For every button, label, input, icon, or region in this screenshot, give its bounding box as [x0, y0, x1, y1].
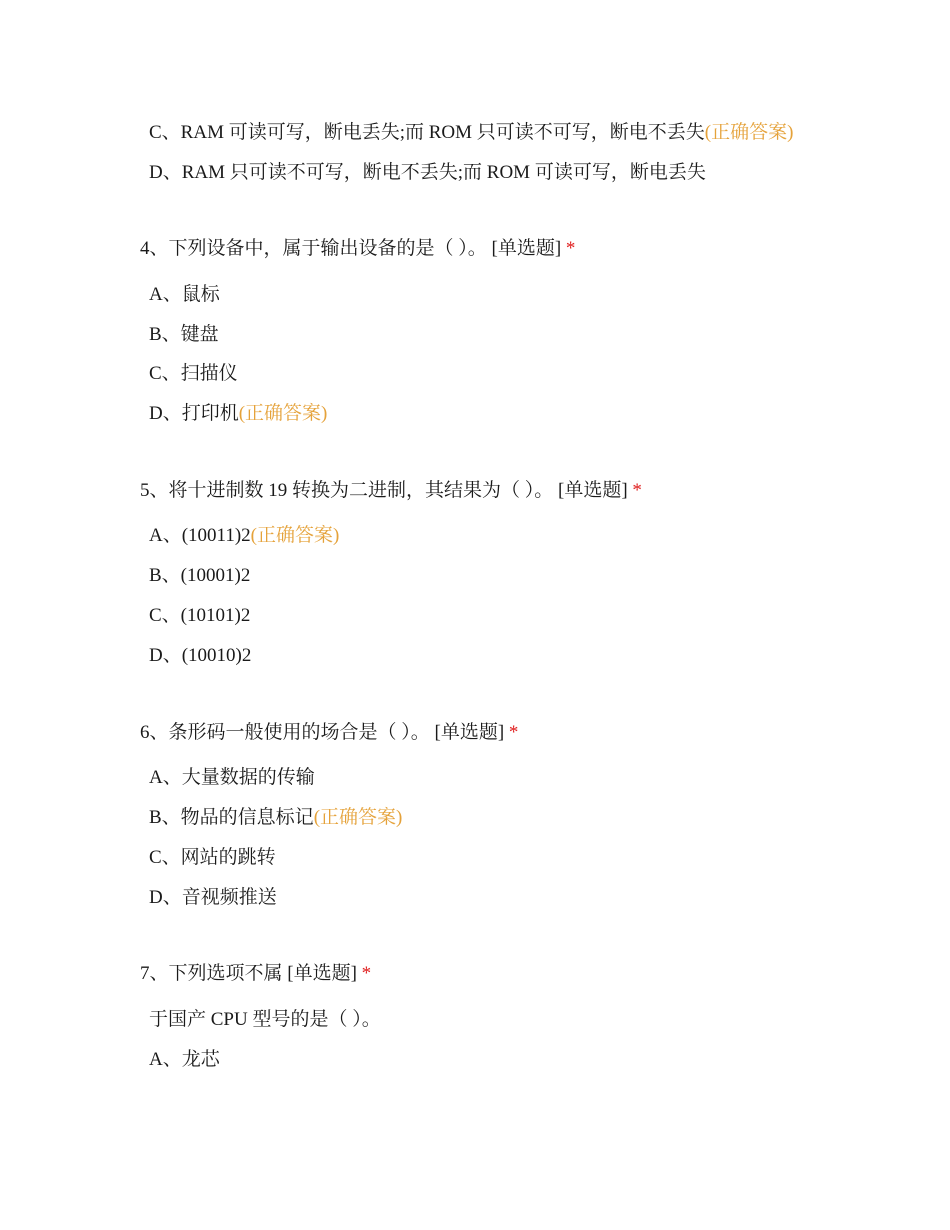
option-text: B、(10001)2	[149, 565, 251, 586]
q3-option-c[interactable]	[149, 121, 793, 145]
option-text: D、打印机	[149, 403, 239, 424]
q6-option-a[interactable]	[149, 766, 315, 790]
q6-option-b[interactable]	[149, 806, 402, 830]
correct-answer-tag: (正确答案)	[250, 525, 340, 546]
question-text: 于国产 CPU 型号的是（ ）。	[149, 1009, 381, 1030]
required-star: *	[508, 722, 519, 743]
question-text: 6、条形码一般使用的场合是（ ）。 [单选题]	[140, 722, 505, 743]
q6-option-d[interactable]	[149, 886, 277, 910]
option-text: C、网站的跳转	[149, 847, 276, 868]
option-text: A、龙芯	[149, 1049, 220, 1070]
question-text: 5、将十进制数 19 转换为二进制，其结果为（ ）。 [单选题]	[140, 480, 628, 501]
q5-option-b[interactable]	[149, 564, 250, 588]
q4-option-d[interactable]	[149, 402, 327, 426]
required-star: *	[565, 238, 576, 259]
q4-option-a[interactable]	[149, 283, 220, 307]
q7-title-continuation	[149, 1008, 381, 1032]
q5-option-a[interactable]	[149, 524, 339, 548]
option-text: C、扫描仪	[149, 363, 238, 384]
option-text: D、(10010)2	[149, 645, 252, 666]
option-text: A、(10011)2	[149, 525, 251, 546]
q4-title	[140, 237, 575, 261]
option-text: D、音视频推送	[149, 887, 277, 908]
question-text: 4、下列设备中，属于输出设备的是（ ）。 [单选题]	[140, 238, 562, 259]
q6-option-c[interactable]	[149, 846, 276, 870]
option-text: B、键盘	[149, 324, 219, 345]
correct-answer-tag: (正确答案)	[238, 403, 328, 424]
q4-option-c[interactable]	[149, 362, 238, 386]
required-star: *	[361, 963, 372, 984]
option-text: C、RAM 可读可写，断电丢失;而 ROM 只可读不可写，断电不丢失	[149, 122, 705, 143]
q6-title	[140, 721, 518, 745]
q5-option-d[interactable]	[149, 644, 251, 668]
correct-answer-tag: (正确答案)	[704, 122, 794, 143]
required-star: *	[632, 480, 642, 501]
q7-title	[140, 962, 371, 986]
option-text: A、大量数据的传输	[149, 767, 315, 788]
q3-option-d[interactable]	[149, 161, 706, 185]
option-text: B、物品的信息标记	[149, 807, 314, 828]
option-text: C、(10101)2	[149, 605, 251, 626]
question-text: 7、下列选项不属 [单选题]	[140, 963, 357, 984]
q5-option-c[interactable]	[149, 604, 250, 628]
q4-option-b[interactable]	[149, 323, 219, 347]
option-text: D、RAM 只可读不可写，断电不丢失;而 ROM 可读可写，断电丢失	[149, 162, 706, 183]
option-text: A、鼠标	[149, 284, 220, 305]
q7-option-a[interactable]	[149, 1048, 220, 1072]
q5-title	[140, 479, 642, 503]
correct-answer-tag: (正确答案)	[313, 807, 403, 828]
